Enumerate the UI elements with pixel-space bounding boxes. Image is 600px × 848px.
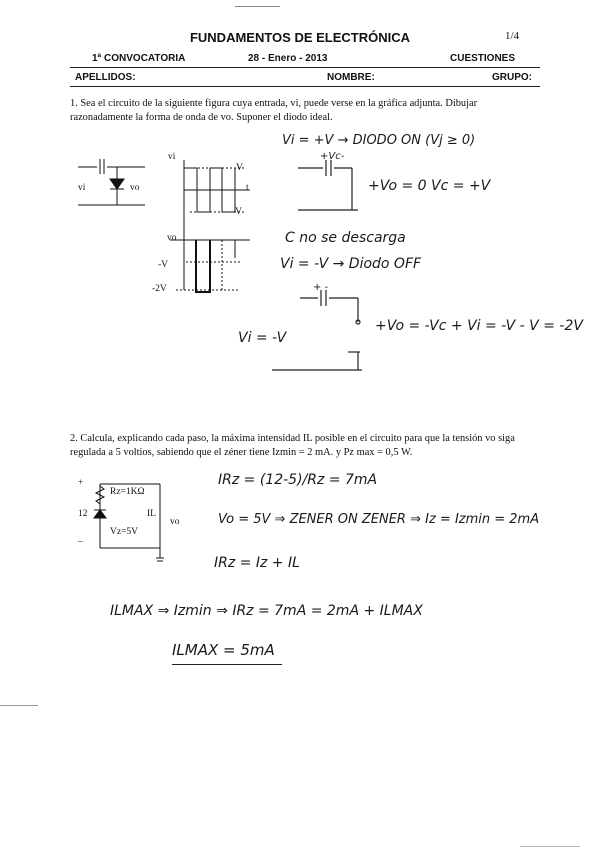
q2-source-label: 12 bbox=[78, 509, 88, 519]
q2-hw-line-2: Vo = 5V ⇒ ZENER ON ZENER ⇒ Iz = Izmin = 2mA bbox=[218, 512, 540, 527]
q2-hw-result: ILMAX = 5mA bbox=[172, 641, 275, 659]
q2-plus: + bbox=[78, 478, 84, 488]
question-2-text: 2. Calcula, explicando cada paso, la máxima intensidad IL posible en el circuito para que la tensión vo siga regulada a 5 voltios, sabiendo que el zéner tiene Izmin = 2 mA. y Pz max = 0,5 W. bbox=[70, 433, 515, 458]
q1-hw-line-5: Vi = -V → Diodo OFF bbox=[280, 256, 422, 272]
q2-il-label: IL bbox=[147, 509, 156, 519]
page-title: FUNDAMENTOS DE ELECTRÓNICA bbox=[189, 30, 411, 45]
q2-hw-line-1: IRz = (12-5)/Rz = 7mA bbox=[218, 472, 378, 488]
q1-graph-t: t bbox=[246, 183, 249, 193]
q1-graph-vi-axis: vi bbox=[168, 152, 176, 162]
q2-hw-line-3: IRz = Iz + IL bbox=[214, 555, 300, 571]
q1-vi-label: vi bbox=[78, 183, 86, 193]
scan-mark-left bbox=[0, 705, 38, 706]
q1-graph-vo-neg2: -2V bbox=[152, 284, 167, 294]
q1-graph-v-neg: -V bbox=[232, 207, 243, 217]
apellidos-label: APELLIDOS: bbox=[75, 72, 136, 83]
q1-hw-line-6: + - bbox=[313, 282, 329, 293]
q1-hw-line-7: +Vo = -Vc + Vi = -V - V = -2V bbox=[375, 318, 583, 334]
q2-vz-label: Vz=5V bbox=[110, 527, 139, 537]
q1-hw-line-4: C no se descarga bbox=[285, 230, 406, 246]
q1-vo-label: vo bbox=[130, 183, 140, 193]
q1-hw-line-8: Vi = -V bbox=[238, 330, 287, 346]
q1-graph-vo-axis: vo bbox=[167, 233, 177, 243]
page-number: 1/4 bbox=[505, 30, 520, 42]
q1-graph-v-pos: V bbox=[236, 163, 243, 173]
question-1-text: 1. Sea el circuito de la siguiente figura cuya entrada, vi, puede verse en la gráfica adjunta. Dibujar razonadamente la forma de onda de vo. Suponer el diodo ideal. bbox=[70, 98, 478, 123]
q1-hw-line-2: +Vc- bbox=[320, 151, 345, 162]
q1-hw-line-3: +Vo = 0 Vc = +V bbox=[368, 178, 491, 194]
q2-minus: – bbox=[78, 537, 83, 547]
q1-graph-vo-neg: -V bbox=[158, 260, 169, 270]
q2-vo-label: vo bbox=[170, 517, 180, 527]
q2-hw-line-4: ILMAX ⇒ Izmin ⇒ IRz = 7mA = 2mA + ILMAX bbox=[110, 603, 423, 619]
q2-result-underline bbox=[172, 664, 282, 665]
section-label: CUESTIONES bbox=[450, 53, 516, 64]
exam-date: 28 - Enero - 2013 bbox=[248, 53, 328, 64]
convocatoria: 1ª CONVOCATORIA bbox=[92, 53, 186, 64]
scan-mark-bottom bbox=[520, 846, 580, 847]
grupo-label: GRUPO: bbox=[492, 72, 532, 83]
q1-hw-line-1: Vi = +V → DIODO ON (Vj ≥ 0) bbox=[282, 133, 476, 148]
nombre-label: NOMBRE: bbox=[327, 72, 375, 83]
q2-rz-label: Rz=1KΩ bbox=[110, 487, 145, 497]
